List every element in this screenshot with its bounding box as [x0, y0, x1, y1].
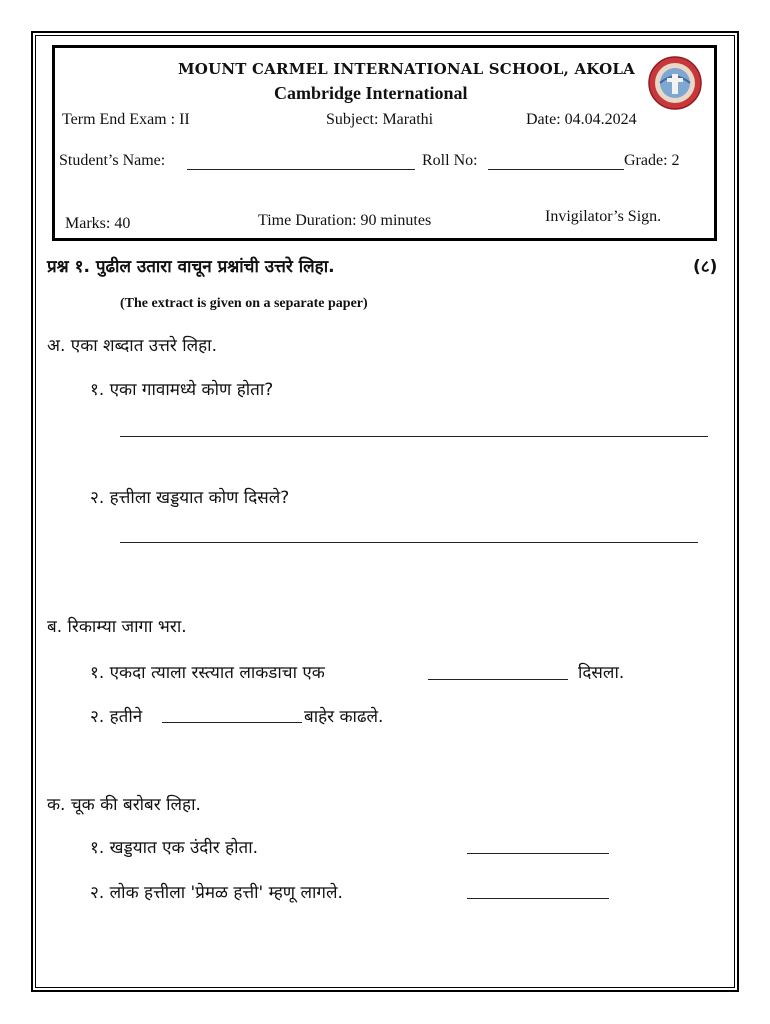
blank-b1[interactable]: [428, 679, 568, 680]
duration-label: Time Duration: 90 minutes: [258, 212, 432, 229]
marks-label: Marks: 40: [65, 215, 131, 232]
blank-b2[interactable]: [162, 722, 302, 723]
student-name-label: Student’s Name:: [59, 152, 166, 169]
extract-note: (The extract is given on a separate paper): [120, 296, 368, 311]
section-c-heading: क. चूक की बरोबर लिहा.: [47, 795, 201, 815]
board-name: Cambridge International: [274, 83, 468, 103]
grade-label: Grade: 2: [624, 152, 680, 169]
date-label: Date: 04.04.2024: [526, 111, 637, 128]
subject-label: Subject: Marathi: [326, 111, 434, 128]
invigilator-label: Invigilator’s Sign.: [545, 208, 662, 225]
answer-line-a2[interactable]: [120, 542, 698, 543]
section-c-question-2: २. लोक हत्तीला 'प्रेमळ हत्ती' म्हणू लागले.: [90, 883, 343, 903]
roll-label: Roll No:: [422, 152, 478, 169]
section-c-question-1: १. खड्डयात एक उंदीर होता.: [90, 838, 259, 858]
section-b-question-1-after: दिसला.: [578, 663, 625, 683]
section-b-heading: ब. रिकाम्या जागा भरा.: [47, 617, 187, 637]
section-a-heading: अ. एका शब्दात उत्तरे लिहा.: [47, 336, 217, 356]
section-b-question-2-after: बाहेर काढले.: [304, 707, 384, 727]
answer-line-c2[interactable]: [467, 898, 609, 899]
answer-line-a1[interactable]: [120, 436, 708, 437]
section-b-question-2-before: २. हतीने: [90, 707, 143, 727]
question-title: प्रश्न १. पुढील उतारा वाचून प्रश्नांची उत्तरे लिहा.: [47, 257, 335, 277]
section-a-question-2: २. हत्तीला खड्डयात कोण दिसले?: [90, 488, 290, 508]
answer-line-c1[interactable]: [467, 853, 609, 854]
student-name-blank[interactable]: [187, 169, 415, 170]
school-name: MOUNT CARMEL INTERNATIONAL SCHOOL, AKOLA: [178, 60, 635, 78]
roll-blank[interactable]: [488, 169, 624, 170]
section-b-question-1-before: १. एकदा त्याला रस्त्यात लाकडाचा एक: [90, 663, 325, 683]
section-a-question-1: १. एका गावामध्ये कोण होता?: [90, 380, 274, 400]
school-logo: [648, 56, 702, 110]
question-marks: (८): [693, 257, 718, 277]
term-label: Term End Exam : II: [62, 111, 190, 128]
